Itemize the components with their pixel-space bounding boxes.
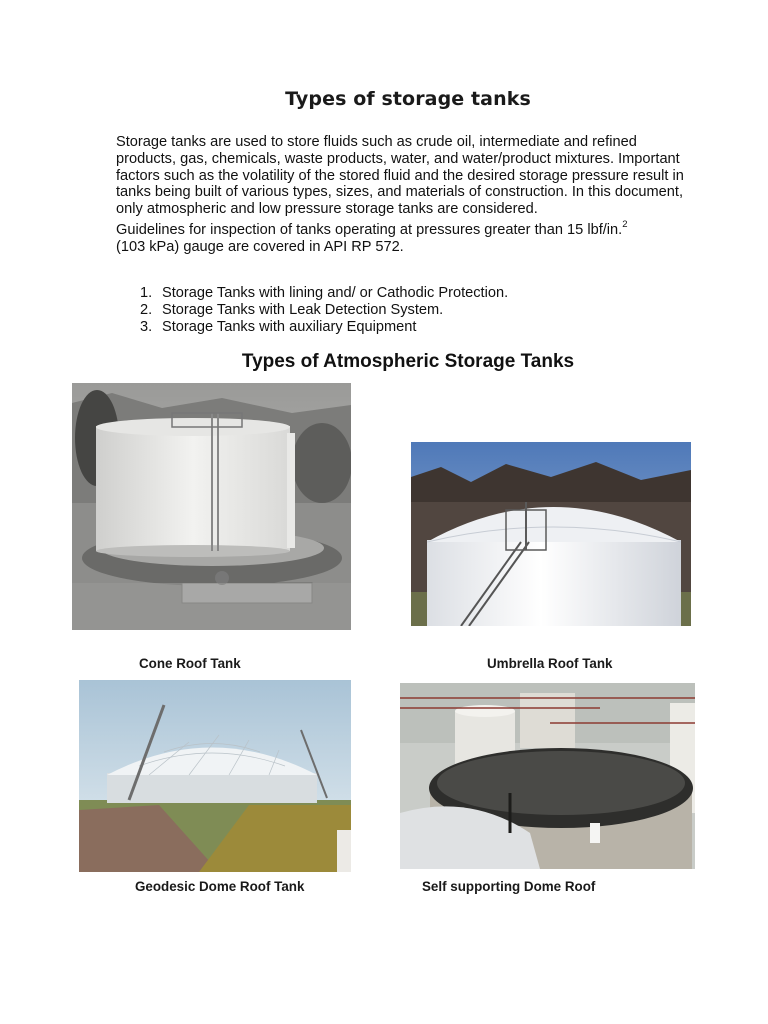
list-item	[140, 319, 508, 336]
list-item	[140, 302, 508, 319]
list-text: Storage Tanks with Leak Detection System.	[162, 301, 444, 318]
page-title: Types of storage tanks	[285, 88, 531, 110]
intro-paragraph-1: Storage tanks are used to store fluids such as crude oil, intermediate and refined products, gas, chemicals, waste products, water, and water/product mixtures. Important factors such as the volatility of the stored fluid and the desired storage pressure result in tanks being built of various types, sizes, and materials of construction. In this document, only atmospheric and low pressure storage tanks are considered.	[116, 134, 684, 218]
cone-roof-tank-photo	[72, 383, 351, 630]
geodesic-dome-roof-tank-photo	[79, 680, 351, 872]
umbrella-roof-tank-photo	[411, 442, 691, 626]
list-number: 1.	[140, 285, 153, 301]
figure-caption: Self supporting Dome Roof	[422, 879, 596, 894]
list-number: 2.	[140, 301, 153, 318]
tank-feature-list	[140, 285, 508, 335]
list-item	[140, 285, 508, 302]
intro-paragraph-2-main: Guidelines for inspection of tanks operating at pressures greater than 15 lbf/in.	[116, 221, 623, 238]
section-title: Types of Atmospheric Storage Tanks	[241, 351, 575, 372]
figure-caption: Geodesic Dome Roof Tank	[135, 879, 305, 894]
figure-caption: Umbrella Roof Tank	[487, 656, 613, 671]
figure-caption: Cone Roof Tank	[139, 656, 241, 671]
intro-paragraph-2	[116, 218, 686, 255]
intro-paragraph-2-end: (103 kPa) gauge are covered in API RP 572.	[116, 238, 404, 255]
list-number: 3.	[140, 318, 153, 335]
list-text: Storage Tanks with auxiliary Equipment	[162, 318, 417, 335]
superscript: 2	[622, 218, 628, 230]
intro-text	[116, 134, 686, 255]
list-text: Storage Tanks with lining and/ or Cathodic Protection.	[162, 285, 509, 301]
self-supporting-dome-roof-photo	[400, 683, 695, 869]
